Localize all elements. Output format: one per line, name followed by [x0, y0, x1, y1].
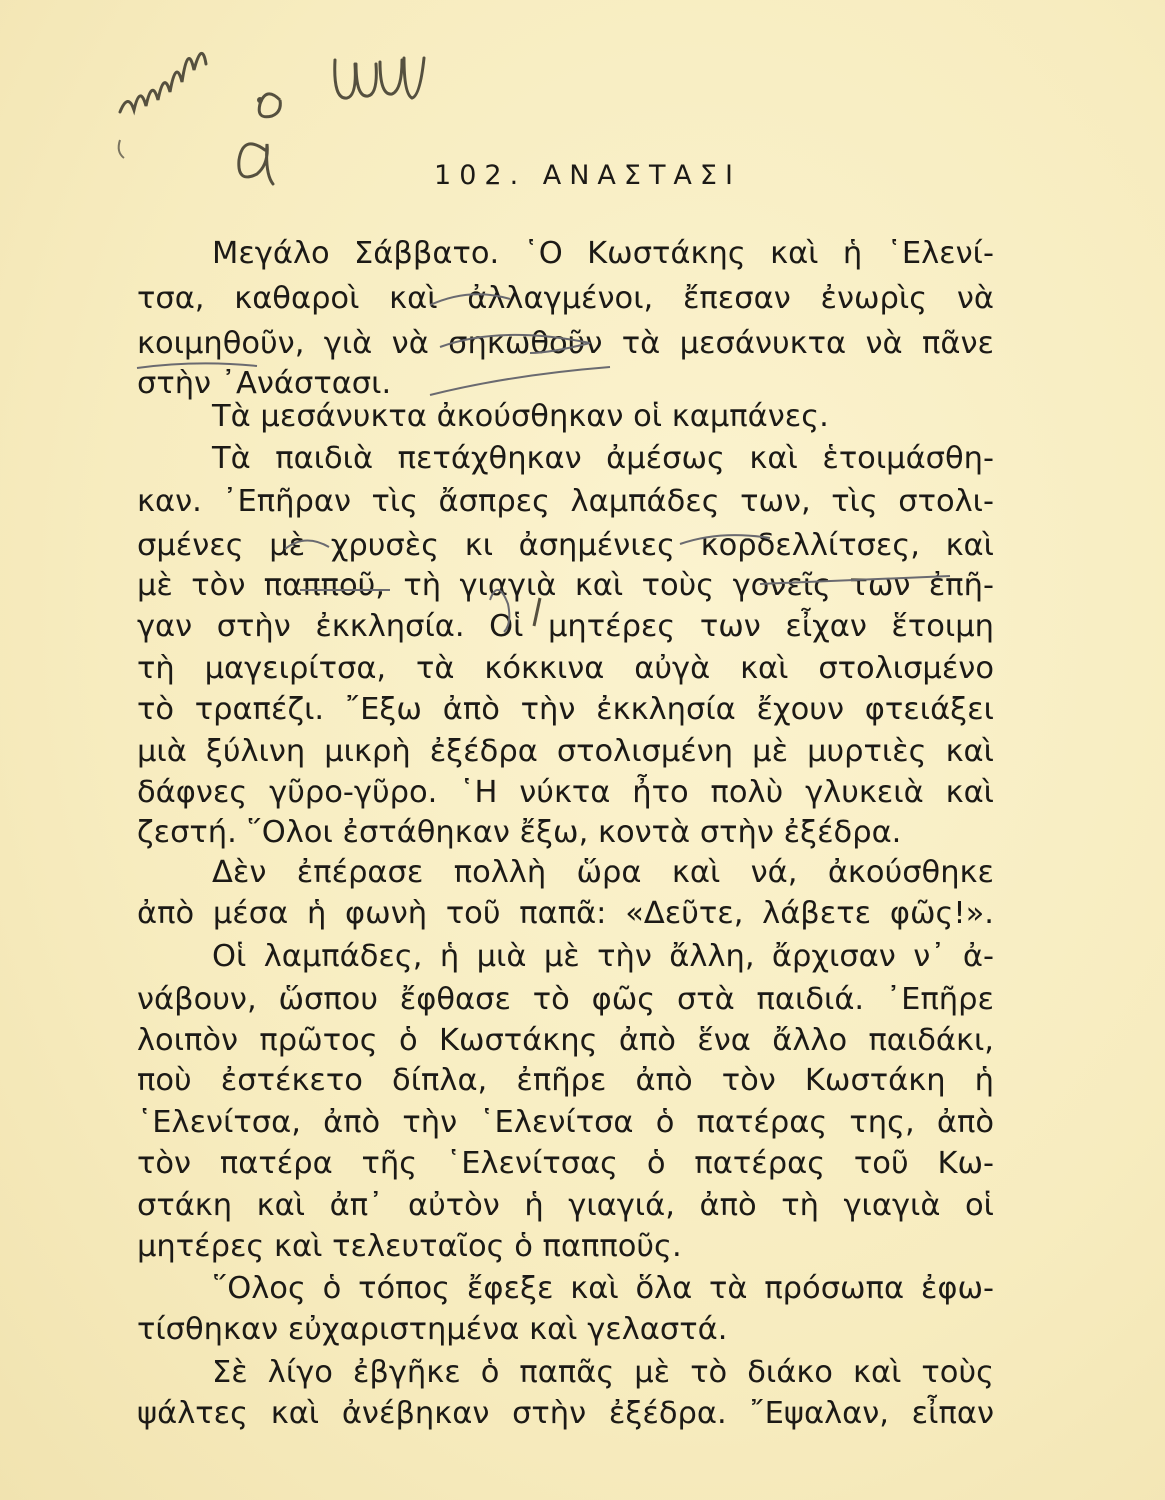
text-line: Τὰ μεσάνυκτα ἀκούσθηκαν οἱ καμπάνες.	[212, 399, 829, 434]
text-line: ῞Ολος ὁ τόπος ἔφεξε καὶ ὅλα τὰ πρόσωπα ἐφω-	[212, 1271, 994, 1306]
text-line: σμένες μὲ χρυσὲς κι ἀσημένιες κορδελλίτσες, καὶ	[137, 528, 994, 563]
text-line: δάφνες γῦρο-γῦρο. ῾Η νύκτα ἦτο πολὺ γλυκειὰ καὶ	[137, 775, 994, 810]
text-line: τὸ τραπέζι. ῎Εξω ἀπὸ τὴν ἐκκλησία ἔχουν φτειάξει	[137, 692, 994, 727]
text-line: καν. ᾿Επῆραν τὶς ἄσπρες λαμπάδες των, τὶς στολι-	[137, 484, 994, 519]
text-line: Οἱ λαμπάδες, ἡ μιὰ μὲ τὴν ἄλλη, ἄρχισαν ν᾿ ἀ-	[212, 939, 994, 974]
text-line: ἀπὸ μέσα ἡ φωνὴ τοῦ παπᾶ: «Δεῦτε, λάβετε φῶς!».	[137, 896, 994, 931]
text-line: μιὰ ξύλινη μικρὴ ἐξέδρα στολισμένη μὲ μυρτιὲς καὶ	[137, 734, 994, 769]
text-line: Μεγάλο Σάββατο. ῾Ο Κωστάκης καὶ ἡ ῾Ελενί-	[212, 236, 994, 271]
text-line: ψάλτες καὶ ἀνέβηκαν στὴν ἐξέδρα. ῎Εψαλαν, εἶπαν	[137, 1396, 994, 1431]
text-line: τσα, καθαροὶ καὶ ἀλλαγμένοι, ἔπεσαν ἐνωρὶς νὰ	[137, 281, 994, 316]
text-line: νάβουν, ὥσπου ἔφθασε τὸ φῶς στὰ παιδιά. ᾿Επῆρε	[137, 982, 994, 1017]
text-line: Σὲ λίγο ἐβγῆκε ὁ παπᾶς μὲ τὸ διάκο καὶ τοὺς	[212, 1355, 994, 1390]
text-line: μητέρες καὶ τελευταῖος ὁ παπποῦς.	[137, 1229, 682, 1264]
text-line: Τὰ παιδιὰ πετάχθηκαν ἀμέσως καὶ ἑτοιμάσθη-	[212, 441, 994, 476]
chapter-title: 102. ΑΝΑΣΤΑΣΙ	[434, 160, 741, 191]
text-line: τὸν πατέρα τῆς ῾Ελενίτσας ὁ πατέρας τοῦ Κω-	[137, 1146, 994, 1181]
text-line: ποὺ ἐστέκετο δίπλα, ἐπῆρε ἀπὸ τὸν Κωστάκη ἡ	[137, 1063, 994, 1098]
text-line: ῾Ελενίτσα, ἀπὸ τὴν ῾Ελενίτσα ὁ πατέρας της, ἀπὸ	[137, 1105, 994, 1140]
text-line: τίσθηκαν εὐχαριστημένα καὶ γελαστά.	[137, 1312, 728, 1347]
text-line: γαν στὴν ἐκκλησία. Οἱ μητέρες των εἶχαν ἕτοιμη	[137, 609, 994, 644]
text-line: κοιμηθοῦν, γιὰ νὰ σηκωθοῦν τὰ μεσάνυκτα νὰ πᾶνε	[137, 326, 994, 361]
text-line: Δὲν ἐπέρασε πολλὴ ὥρα καὶ νά, ἀκούσθηκε	[212, 855, 994, 890]
text-line: στὴν ᾿Ανάστασι.	[137, 366, 392, 401]
text-line: λοιπὸν πρῶτος ὁ Κωστάκης ἀπὸ ἕνα ἄλλο παιδάκι,	[137, 1023, 994, 1058]
text-line: μὲ τὸν παπποῦ, τὴ γιαγιὰ καὶ τοὺς γονεῖς των ἐπῆ-	[137, 568, 994, 603]
text-line: τὴ μαγειρίτσα, τὰ κόκκινα αὐγὰ καὶ στολισμένο	[137, 651, 994, 686]
text-line: ζεστή. ῞Ολοι ἐστάθηκαν ἔξω, κοντὰ στὴν ἐξέδρα.	[137, 815, 902, 850]
text-line: στάκη καὶ ἀπ᾿ αὐτὸν ἡ γιαγιά, ἀπὸ τὴ γιαγιὰ οἱ	[137, 1188, 994, 1223]
